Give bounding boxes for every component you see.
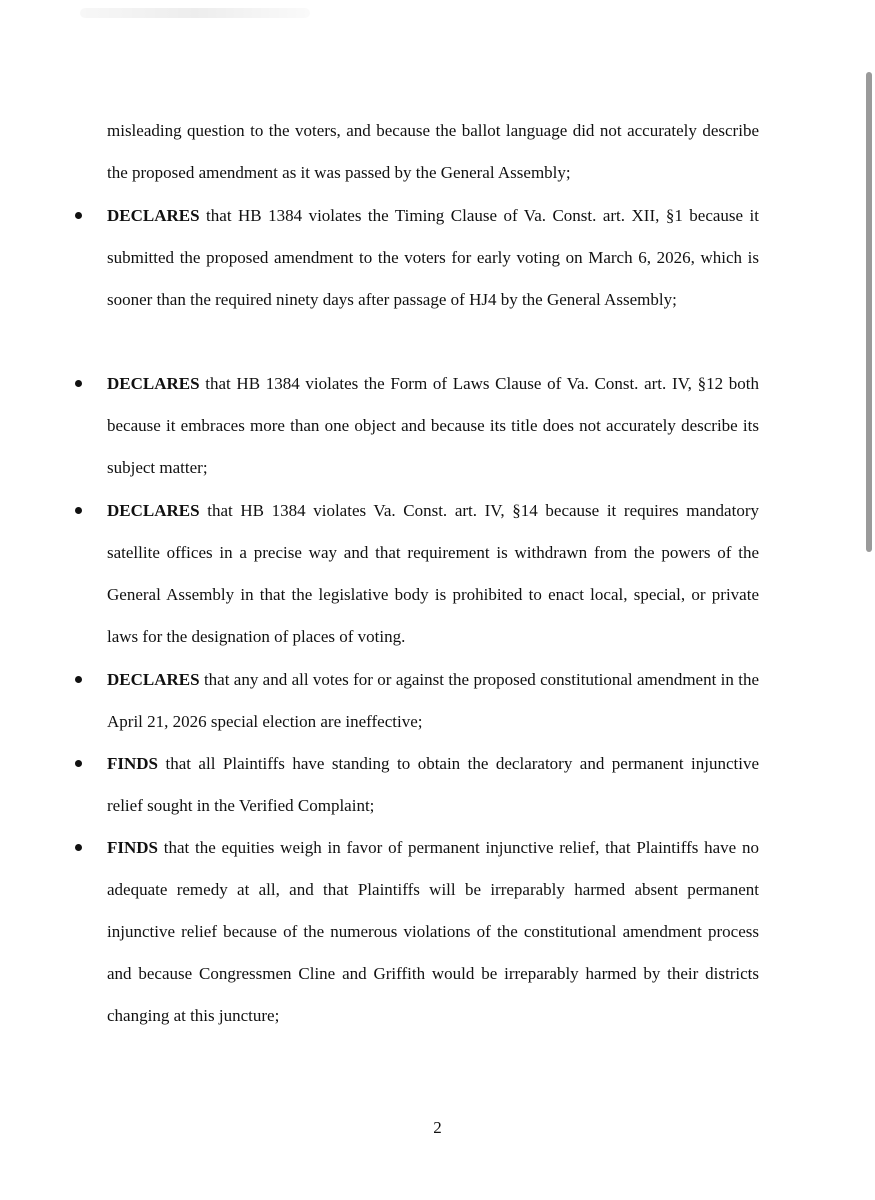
scan-artifact <box>80 8 310 18</box>
list-item-text <box>107 363 759 489</box>
continuation-paragraph: misleading question to the voters, and because the ballot language did not accurately describe the proposed amendment as it was passed by the General Assembly; <box>107 121 759 182</box>
item-body: that HB 1384 violates the Form of Laws Clause of Va. Const. art. IV, §12 both because it embraces more than one object and because its title does not accurately describe its subject matter; <box>107 374 759 477</box>
list-item-text <box>107 743 759 827</box>
bullet-icon <box>75 212 82 219</box>
item-body: that all Plaintiffs have standing to obtain the declaratory and permanent injunctive relief sought in the Verified Complaint; <box>107 754 759 815</box>
item-keyword: DECLARES <box>107 206 200 225</box>
bullet-icon <box>75 844 82 851</box>
item-keyword: DECLARES <box>107 501 200 520</box>
page-number: 2 <box>433 1118 442 1137</box>
item-keyword: DECLARES <box>107 670 200 689</box>
item-keyword: FINDS <box>107 754 159 773</box>
bullet-icon <box>75 380 82 387</box>
item-body: that HB 1384 violates the Timing Clause of Va. Const. art. XII, §1 because it submitted the proposed amendment to the voters for early voting on March 6, 2026, which is sooner than the required ninety days after passage of HJ4 by the General Assembly; <box>107 206 759 309</box>
list-item-text <box>107 827 759 1037</box>
bullet-icon <box>75 676 82 683</box>
item-keyword: FINDS <box>107 838 159 857</box>
list-item-text <box>107 490 759 658</box>
item-body: that HB 1384 violates Va. Const. art. IV, §14 because it requires mandatory satellite offices in a precise way and that requirement is withdrawn from the powers of the General Assembly in that the legislative body is prohibited to enact local, special, or private laws for the designation of places of voting. <box>107 501 759 646</box>
bullet-icon <box>75 507 82 514</box>
item-body: that any and all votes for or against the proposed constitutional amendment in the April 21, 2026 special election are ineffective; <box>107 670 759 731</box>
item-keyword: DECLARES <box>107 374 200 393</box>
list-item-text <box>107 195 759 321</box>
item-body: that the equities weigh in favor of permanent injunctive relief, that Plaintiffs have no adequate remedy at all, and that Plaintiffs will be irreparably harmed absent permanent injunctive relief because of the numerous violations of the constitutional amendment process and because Congressmen Cline and Griffith would be irreparably harmed by their districts changing at this juncture; <box>107 838 759 1025</box>
bullet-icon <box>75 760 82 767</box>
scrollbar-thumb[interactable] <box>866 72 872 552</box>
list-item-text <box>107 659 759 743</box>
